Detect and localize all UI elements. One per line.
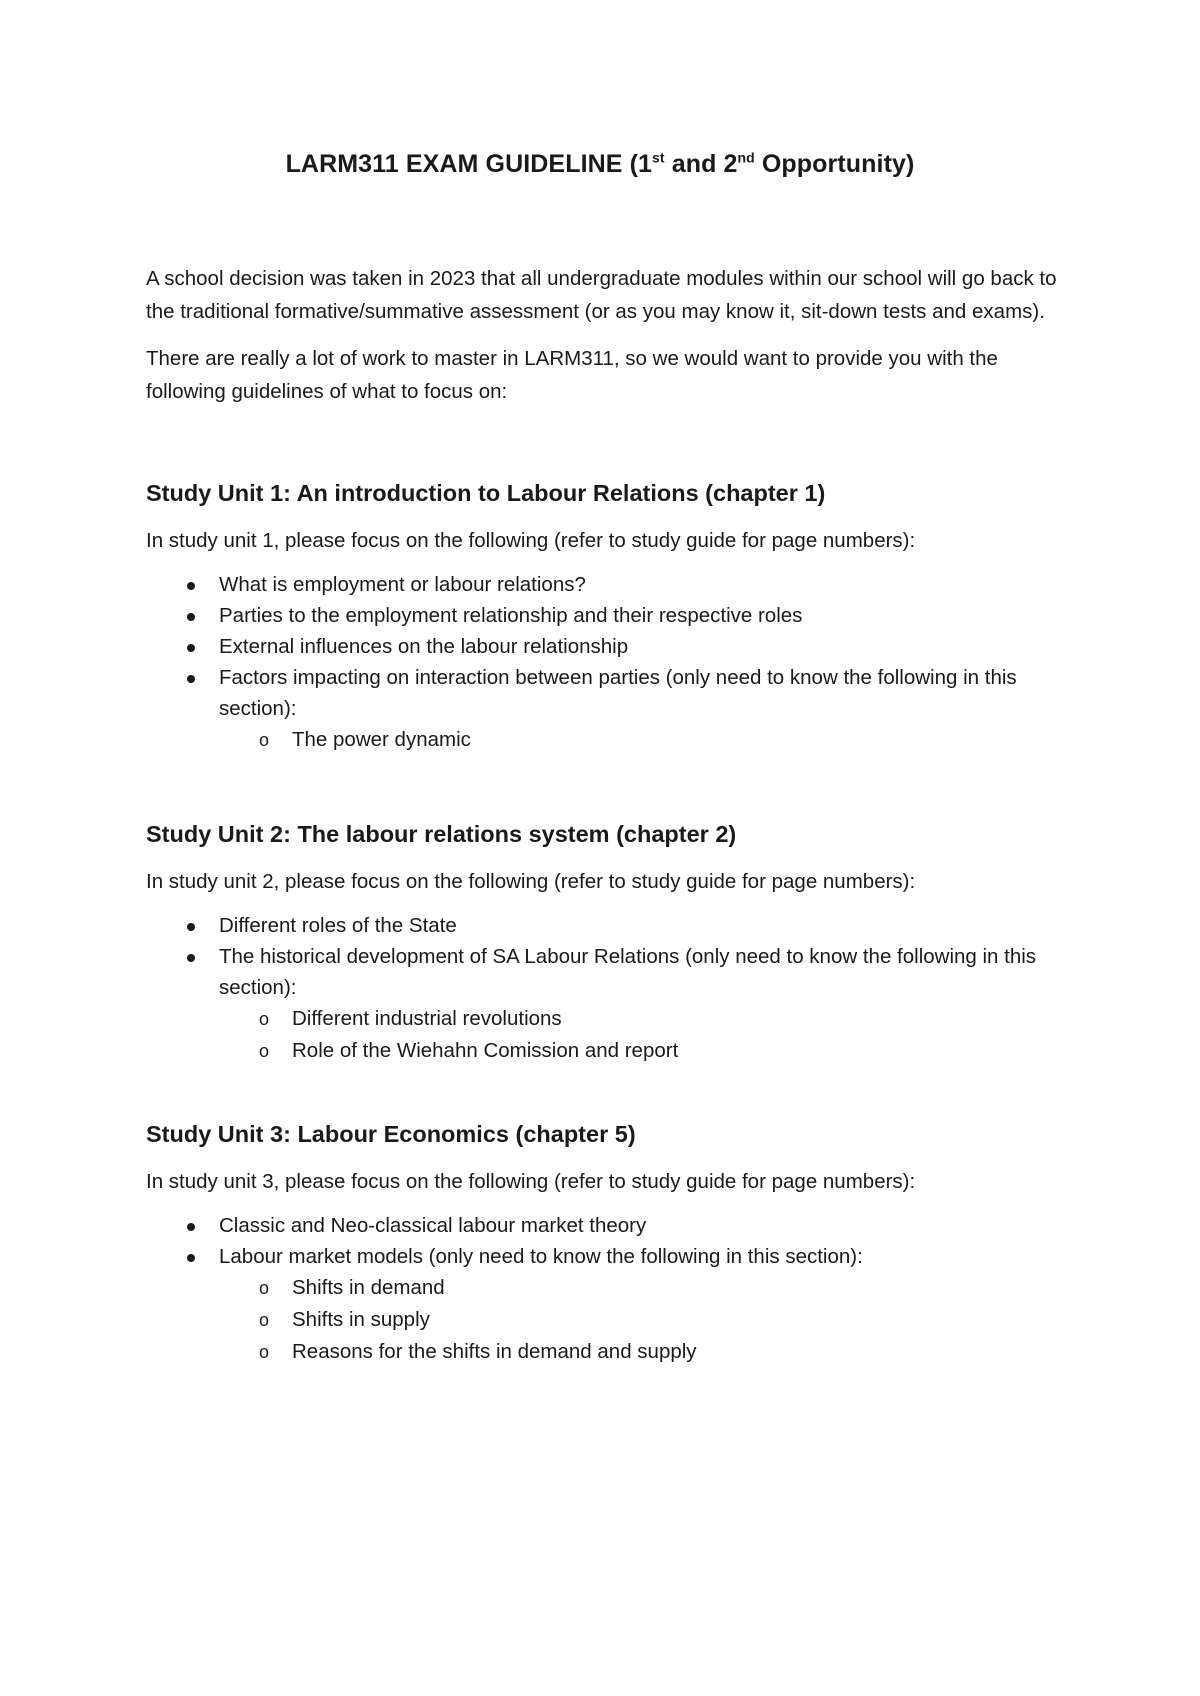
study-unit-3-list [146, 1210, 1066, 1272]
study-unit-3 [146, 1119, 1066, 1368]
sub-list-item: o Shifts in supply [219, 1304, 1066, 1336]
study-unit-2-heading: Study Unit 2: The labour relations system (chapter 2) [146, 821, 737, 847]
sub-list-item: o Reasons for the shifts in demand and supply [219, 1336, 1066, 1368]
sub-list-item: o The power dynamic [219, 724, 1066, 756]
title-part-main: LARM311 EXAM GUIDELINE (1 [285, 150, 653, 178]
study-unit-1-sublist [219, 724, 1066, 756]
document-title [0, 150, 1200, 179]
study-unit-3-sublist [219, 1272, 1066, 1368]
document-body [146, 262, 1066, 1368]
study-unit-1-intro: In study unit 1, please focus on the following (refer to study guide for page numbers): [146, 529, 916, 552]
title-part-mid: and 2 [664, 150, 738, 178]
list-item: The historical development of SA Labour Relations (only need to know the following in this section): [146, 941, 1066, 1003]
study-unit-2-sublist [219, 1003, 1066, 1067]
study-unit-3-heading: Study Unit 3: Labour Economics (chapter 5) [146, 1121, 636, 1147]
intro-paragraph-2: There are really a lot of work to master in LARM311, so we would want to provide you with the following guidelines of what to focus on: [146, 347, 998, 403]
title-sup-second: nd [737, 149, 755, 166]
intro-paragraph-1: A school decision was taken in 2023 that all undergraduate modules within our school will go back to the traditional formative/summative assessment (or as you may know it, sit-down tests and exams). [146, 267, 1057, 323]
study-unit-1-list [146, 569, 1066, 724]
title-part-end: Opportunity) [754, 150, 915, 178]
study-unit-1 [146, 478, 1066, 756]
list-item: Factors impacting on interaction between parties (only need to know the following in this section): [146, 662, 1066, 724]
list-item: Classic and Neo-classical labour market theory [146, 1210, 1066, 1241]
list-item: What is employment or labour relations? [146, 569, 1066, 600]
list-item: Different roles of the State [146, 910, 1066, 941]
study-unit-2-list [146, 910, 1066, 1003]
study-unit-1-heading: Study Unit 1: An introduction to Labour Relations (chapter 1) [146, 480, 826, 506]
sub-list-item: o Shifts in demand [219, 1272, 1066, 1304]
list-item: Parties to the employment relationship and their respective roles [146, 600, 1066, 631]
title-sup-first: st [652, 149, 665, 166]
sub-list-item: o Different industrial revolutions [219, 1003, 1066, 1035]
list-item: Labour market models (only need to know the following in this section): [146, 1241, 1066, 1272]
sub-list-item: o Role of the Wiehahn Comission and report [219, 1035, 1066, 1067]
study-unit-2 [146, 819, 1066, 1067]
study-unit-2-intro: In study unit 2, please focus on the following (refer to study guide for page numbers): [146, 870, 916, 893]
study-unit-3-intro: In study unit 3, please focus on the following (refer to study guide for page numbers): [146, 1170, 916, 1193]
list-item: External influences on the labour relationship [146, 631, 1066, 662]
